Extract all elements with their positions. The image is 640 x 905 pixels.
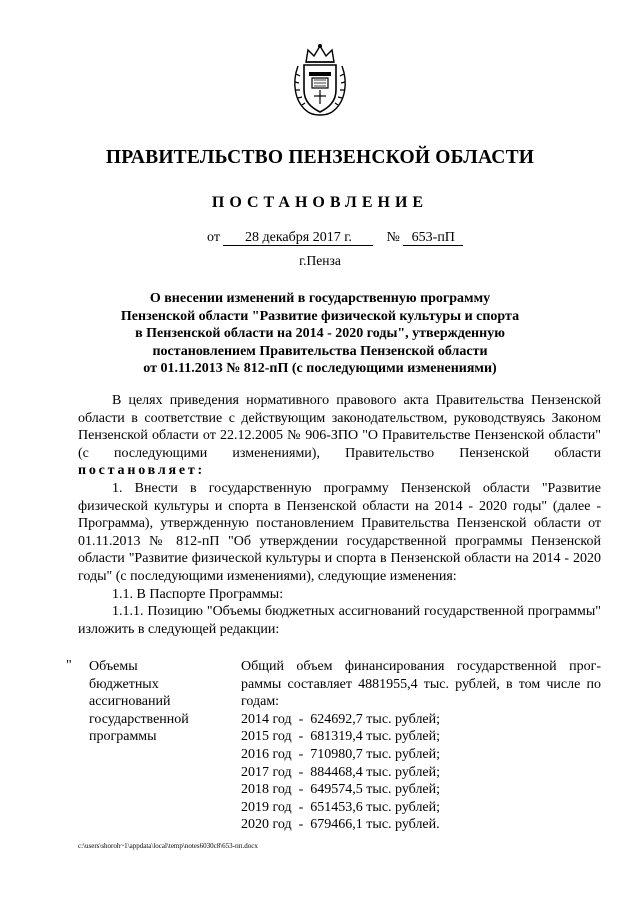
year-label: 2020 год [241, 817, 292, 833]
financing-intro: Общий объем финансирования государственной прог-раммы составляет 4881955,4 тыс. рублей, в том числе по годам: [241, 659, 601, 710]
dash: - [298, 799, 304, 815]
item-1-1-1: 1.1.1. Позицию "Объемы бюджетных ассигнований государственной программы" изложить в следующей редакции: [78, 604, 601, 637]
year-row [241, 764, 601, 782]
year-label: 2014 год [241, 711, 292, 727]
dash: - [298, 764, 304, 780]
dash: - [298, 817, 304, 833]
item-1-1: 1.1. В Паспорте Программы: [112, 586, 284, 602]
year-amount: 624692,7 тыс. рублей; [310, 711, 441, 727]
year-amount: 651453,6 тыс. рублей; [310, 799, 441, 815]
year-amount: 679466,1 тыс. рублей. [310, 817, 440, 833]
file-path-footer: c:\users\shoroh~1\appdata\local\temp\notes6030c8\653-пп.docx [78, 842, 258, 850]
year-label: 2017 год [241, 764, 292, 780]
left-cell-line: Объемы [89, 659, 138, 674]
preamble-paragraph [78, 392, 601, 480]
government-title: ПРАВИТЕЛЬСТВО ПЕНЗЕНСКОЙ ОБЛАСТИ [105, 147, 535, 168]
year-row [241, 799, 601, 817]
year-row [241, 711, 601, 729]
year-amount: 681319,4 тыс. рублей; [310, 729, 441, 745]
decree-date: 28 декабря 2017 г. [223, 231, 373, 246]
coat-of-arms-icon [288, 42, 352, 118]
year-amount: 710980,7 тыс. рублей; [310, 746, 441, 762]
dash: - [298, 711, 304, 727]
left-cell-line: бюджетных [89, 676, 159, 692]
dash: - [298, 782, 304, 798]
year-amount: 884468,4 тыс. рублей; [310, 764, 441, 780]
number-prefix: № [386, 230, 400, 245]
date-prefix: от [207, 230, 220, 245]
left-cell-line: программы [89, 729, 157, 745]
year-row [241, 781, 601, 799]
subject-line: в Пензенской области на 2014 - 2020 годы", утвержденную [135, 326, 505, 342]
document-type: ПОСТАНОВЛЕНИЕ [211, 194, 429, 211]
preamble-text: В целях приведения нормативного правового акта Правительства Пензенской области в соответствие с действующим законодательством, руководствуясь Законом Пензенской области от 22.12.2005 № 906-ЗПО "О Правительстве Пензенской области" (с последующими изменениями), Правительство Пензенской области [78, 393, 601, 461]
year-row [241, 746, 601, 764]
subject-line: постановлением Правительства Пензенской области [152, 343, 488, 359]
date-number-line [207, 230, 463, 246]
dash: - [298, 729, 304, 745]
left-cell-line: ассигнований [89, 694, 171, 710]
table-right-column [241, 658, 601, 834]
subject-line: от 01.11.2013 № 812-пП (с последующими изменениями) [143, 361, 497, 377]
decree-number: 653-пП [403, 231, 463, 246]
year-amount: 649574,5 тыс. рублей; [310, 782, 441, 798]
item-1: 1. Внести в государственную программу Пензенской области "Развитие физической культуры и спорта в Пензенской области на 2014 - 2020 годы" (далее - Программа), утвержденную постановлением Правительства Пензенской области от 01.11.2013 № 812-пП "Об утверждении государственной программы Пензенской области "Развитие физической культуры и спорта в Пензенской области на 2014 - 2020 годы" (с последующими изменениями), следующие изменения: [78, 480, 601, 584]
subject-line: О внесении изменений в государственную программу [149, 291, 491, 306]
year-label: 2019 год [241, 799, 292, 815]
left-cell-line: государственной [89, 711, 189, 727]
subject-line: Пензенской области "Развитие физической культуры и спорта [120, 308, 520, 324]
decree-body [78, 392, 601, 638]
open-quote: " [66, 658, 72, 673]
year-label: 2015 год [241, 729, 292, 745]
decree-subject [80, 290, 560, 378]
year-row [241, 816, 601, 834]
dash: - [298, 746, 304, 762]
year-row [241, 728, 601, 746]
resolves-word: постановляет: [78, 463, 206, 479]
city: г.Пенза [299, 253, 341, 268]
table-left-column [89, 658, 229, 746]
year-label: 2018 год [241, 782, 292, 798]
year-label: 2016 год [241, 746, 292, 762]
